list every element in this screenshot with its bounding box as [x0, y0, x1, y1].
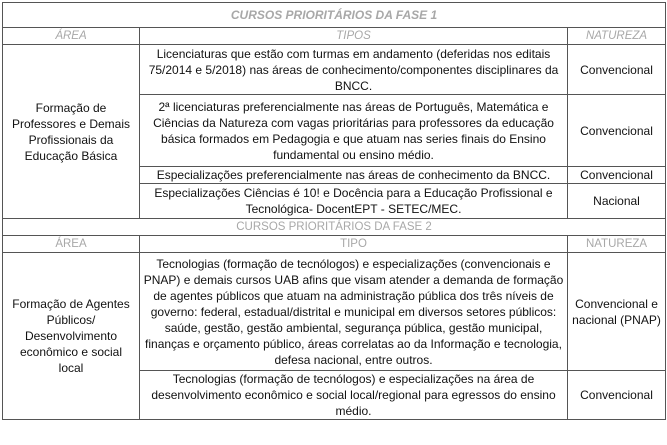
tipo-cell: Especializações preferencialmente nas áreas de conhecimento da BNCC.	[140, 167, 568, 184]
courses-table-container	[2, 2, 665, 420]
courses-table	[2, 2, 666, 420]
phase2-header-natureza: NATUREZA	[568, 236, 666, 253]
phase2-title-row	[3, 219, 666, 236]
tipo-cell: Licenciaturas que estão com turmas em andamento (deferidas nos editais 75/2014 e 5/2018) nas áreas de conhecimento/componentes disciplinares da BNCC.	[140, 45, 568, 95]
natureza-cell: Convencional	[568, 371, 666, 420]
natureza-cell: Convencional	[568, 45, 666, 95]
phase1-header-area: ÁREA	[3, 28, 140, 45]
phase1-title-row	[3, 3, 666, 28]
phase2-header-area: ÁREA	[3, 236, 140, 253]
tipo-cell: Especializações Ciências é 10! e Docência para a Educação Profissional e Tecnológica- DocentEPT - SETEC/MEC.	[140, 184, 568, 219]
natureza-cell: Nacional	[568, 184, 666, 219]
tipo-cell: 2ª licenciaturas preferencialmente nas áreas de Português, Matemática e Ciências da Natureza com vagas prioritárias para professores da educação básica formados em Pedagogia e que atuam nas series finais do Ensino fundamental ou ensino médio.	[140, 95, 568, 167]
phase1-title: CURSOS PRIORITÁRIOS DA FASE 1	[3, 3, 666, 28]
tipo-cell: Tecnologias (formação de tecnólogos) e especializações (convencionais e PNAP) e demais cursos UAB afins que visam atender a demanda de formação de agentes públicos que atuam na administração pública dos três níveis de governo: federal, estadual/distrital e municipal em diversos setores públicos: saúde, gestão, gestão ambiental, segurança pública, gestão municipal, finanças e orçamento público, áreas correlatas ao da Informação e tecnologia, defesa nacional, entre outros.	[140, 253, 568, 371]
table-row	[3, 45, 666, 95]
phase2-title: CURSOS PRIORITÁRIOS DA FASE 2	[3, 219, 666, 236]
phase1-header-tipos: TIPOS	[140, 28, 568, 45]
phase1-area-cell: Formação de Professores e Demais Profissionais da Educação Básica	[3, 45, 140, 219]
natureza-cell: Convencional	[568, 167, 666, 184]
phase1-header-natureza: NATUREZA	[568, 28, 666, 45]
tipo-cell: Tecnologias (formação de tecnólogos) e especializações na área de desenvolvimento econômico e social local/regional para egressos do ensino médio.	[140, 371, 568, 420]
phase2-header-tipo: TIPO	[140, 236, 568, 253]
table-row	[3, 253, 666, 371]
phase2-header-row	[3, 236, 666, 253]
phase2-area-cell: Formação de Agentes Públicos/ Desenvolvimento econômico e social local	[3, 253, 140, 420]
natureza-cell: Convencional e nacional (PNAP)	[568, 253, 666, 371]
natureza-cell: Convencional	[568, 95, 666, 167]
phase1-header-row	[3, 28, 666, 45]
